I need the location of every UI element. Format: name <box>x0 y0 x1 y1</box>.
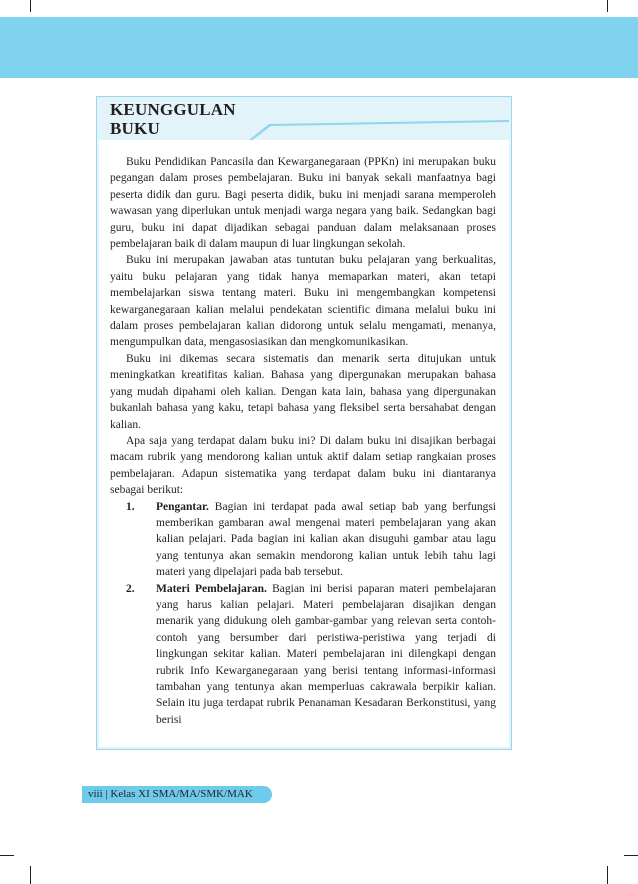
crop-mark <box>0 855 14 856</box>
heading-line-1: KEUNGGULAN <box>110 100 236 119</box>
paragraph: Apa saja yang terdapat dalam buku ini? Di dalam buku ini disajikan berbagai macam rubrik yang mendorong kalian untuk aktif dalam setiap rangkaian proses pembelajaran. Adapun sistematika yang terdapat dalam buku ini diantaranya sebagai berikut: <box>110 434 496 497</box>
list-title: Materi Pembelajaran. <box>156 582 267 595</box>
list-item <box>110 581 496 729</box>
paragraph: Buku ini merupakan jawaban atas tuntutan buku pelajaran yang berkualitas, yaitu buku pelajaran yang tidak hanya memaparkan materi, akan tetapi membelajarkan siswa tentang materi. Buku ini mengembangkan kompetensi kewarganegaraan kalian melalui pendekatan scientific dimana melalui buku ini dalam proses pembelajaran kalian didorong untuk selalu mengamati, menanya, mengumpulkan data, mengasosiasikan dan mengkomunikasikan. <box>110 254 496 349</box>
paragraph: Buku ini dikemas secara sistematis dan menarik serta ditujukan untuk meningkatkan kreatifitas kalian. Bahasa yang dipergunakan merupakan bahasa yang mudah dipahami oleh kalian. Dengan kata lain, bahasa yang dipergunakan bukanlah bahasa yang kaku, tetapi bahasa yang fleksibel serta bersahabat dengan kalian. <box>110 352 496 431</box>
crop-mark <box>30 866 31 884</box>
section-heading <box>110 100 236 138</box>
crop-mark <box>624 855 638 856</box>
page-footer: viii | Kelas XI SMA/MA/SMK/MAK <box>82 786 272 803</box>
list-title: Pengantar. <box>156 500 209 513</box>
crop-mark <box>30 0 31 12</box>
list-text: Bagian ini berisi paparan materi pembelajaran yang harus kalian pelajari. Materi pembelajaran disajikan dengan menarik yang didukung oleh gambar-gambar yang relevan serta contoh-contoh yang bersumber dari peristiwa-peristiwa yang terjadi di lingkungan sekitar kalian. Materi pembelajaran ini dilengkapi dengan rubrik Info Kewarganegaraan yang berisi tentang informasi-informasi tambahan yang tentunya akan memperluas cakrawala berpikir kalian. Selain itu juga terdapat rubrik Penanaman Kesadaran Berkonstitusi, yang berisi <box>156 582 497 726</box>
list-number: 1. <box>126 500 135 513</box>
list-body <box>156 499 496 581</box>
paragraph: Buku Pendidikan Pancasila dan Kewarganegaraan (PPKn) ini merupakan buku pegangan dalam proses pembelajaran. Buku ini banyak sekali manfaatnya bagi peserta didik dan guru. Bagi peserta didik, buku ini menjadi sarana memperoleh wawasan yang diperlukan untuk menjadi warga negara yang baik. Sedangkan bagi guru, buku ini dapat dijadikan sebagai panduan dalam melaksanaan proses pembelajaran baik di dalam maupun di luar lingkungan sekolah. <box>110 156 496 251</box>
header-band <box>0 17 638 78</box>
heading-line-2: BUKU <box>110 119 160 138</box>
list-number: 2. <box>126 582 135 595</box>
crop-mark <box>607 866 608 884</box>
list-item <box>110 499 496 581</box>
list-body <box>156 581 496 729</box>
list-text: Bagian ini terdapat pada awal setiap bab yang berfungsi memberikan gambaran awal mengenai materi pembelajaran yang akan kalian pelajari. Pada bagian ini kalian akan disuguhi gambar atau lagu yang tentunya akan semakin mendorong kalian untuk lebih tahu lagi materi yang dipelajari pada bab tersebut. <box>156 500 496 579</box>
crop-mark <box>607 0 608 12</box>
body-text <box>110 154 496 728</box>
